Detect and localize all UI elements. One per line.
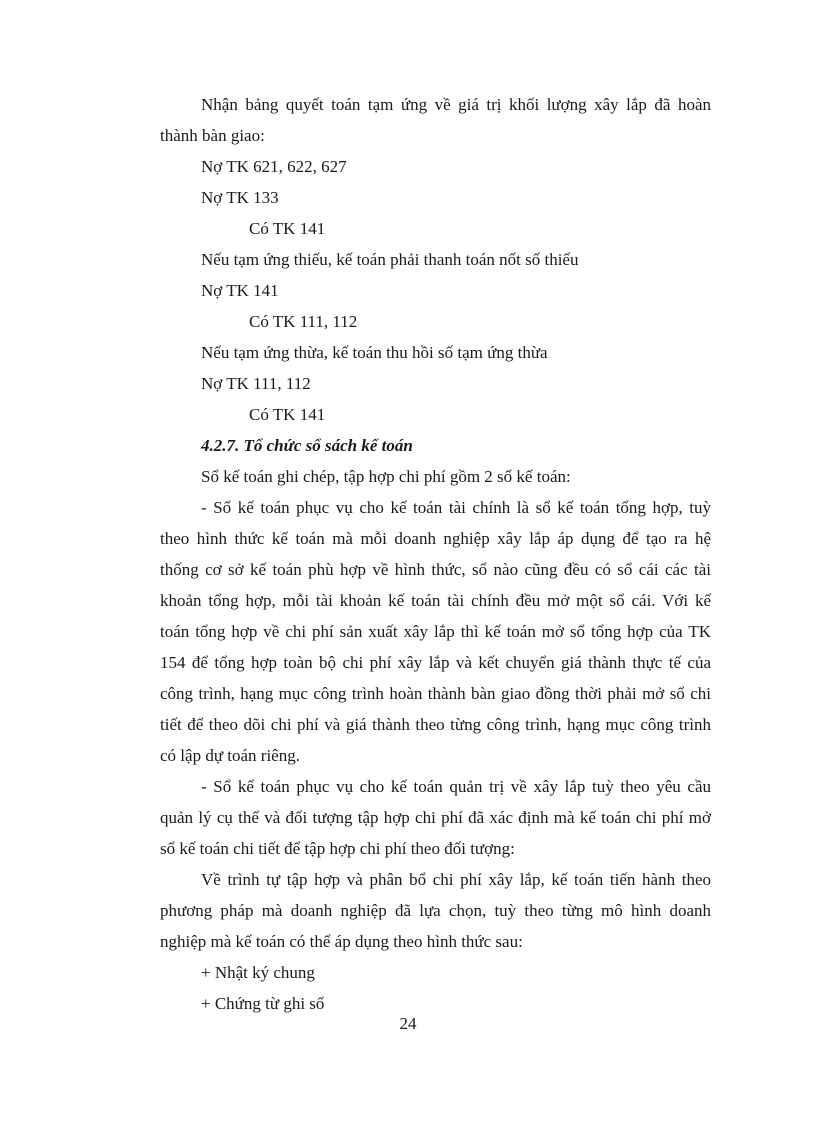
paragraph-line: Nhận bảng quyết toán tạm ứng về giá trị khối lượng xây lắp đã hoàn xyxy=(201,95,711,114)
paragraph-line: khoản tổng hợp, mỗi tài khoản kế toán tài chính đều mở một sổ cái. Với kế xyxy=(160,591,711,610)
paragraph-line: có lập dự toán riêng. xyxy=(160,746,300,765)
paragraph-line: tiết để theo dõi chi phí và giá thành theo từng công trình, hạng mục công trình xyxy=(160,715,711,734)
paragraph-line: toán tổng hợp về chi phí sản xuất xây lắp thì kế toán mở sổ tổng hợp của TK xyxy=(160,622,711,641)
paragraph-line: Nếu tạm ứng thiếu, kế toán phải thanh toán nốt số thiếu xyxy=(201,250,579,269)
entry-debit: Nợ TK 621, 622, 627 xyxy=(201,157,347,176)
paragraph-line: Sổ kế toán ghi chép, tập hợp chi phí gồm 2 sổ kế toán: xyxy=(201,467,571,486)
list-item: + Nhật ký chung xyxy=(201,963,315,982)
entry-credit: Có TK 141 xyxy=(249,405,326,424)
paragraph-line: Nếu tạm ứng thừa, kế toán thu hồi số tạm ứng thừa xyxy=(201,343,548,362)
paragraph-line: quản lý cụ thể và đối tượng tập hợp chi phí đã xác định mà kế toán chi phí mở xyxy=(160,808,711,827)
entry-debit: Nợ TK 133 xyxy=(201,188,279,207)
paragraph-line: thành bàn giao: xyxy=(160,126,265,145)
paragraph-line: phương pháp mà doanh nghiệp đã lựa chọn, tuỳ theo từng mô hình doanh xyxy=(160,901,711,920)
paragraph-line: - Sổ kế toán phục vụ cho kế toán tài chính là sổ kế toán tổng hợp, tuỳ xyxy=(201,498,711,517)
entry-credit: Có TK 141 xyxy=(249,219,326,238)
paragraph-line: theo hình thức kế toán mà mỗi doanh nghiệp xây lắp áp dụng để tạo ra hệ xyxy=(160,529,711,548)
paragraph-line: thống cơ sở kế toán phù hợp về hình thức, sổ nào cũng đều có sổ cái các tài xyxy=(160,560,711,579)
paragraph-line: 154 để tổng hợp toàn bộ chi phí xây lắp và kết chuyển giá thành thực tế của xyxy=(160,653,711,672)
entry-credit: Có TK 111, 112 xyxy=(249,312,358,331)
list-item: + Chứng từ ghi sổ xyxy=(201,994,325,1013)
page-number: 24 xyxy=(399,1014,417,1033)
paragraph-line: sổ kế toán chi tiết để tập hợp chi phí theo đối tượng: xyxy=(160,839,515,858)
paragraph-line: Về trình tự tập hợp và phân bổ chi phí xây lắp, kế toán tiến hành theo xyxy=(201,870,711,889)
paragraph-line: công trình, hạng mục công trình hoàn thành bàn giao đồng thời phải mở sổ chi xyxy=(160,684,711,703)
section-heading: 4.2.7. Tổ chức sổ sách kế toán xyxy=(201,436,413,455)
entry-debit: Nợ TK 141 xyxy=(201,281,279,300)
paragraph-line: nghiệp mà kế toán có thể áp dụng theo hình thức sau: xyxy=(160,932,523,951)
entry-debit: Nợ TK 111, 112 xyxy=(201,374,311,393)
paragraph-line: - Sổ kế toán phục vụ cho kế toán quản trị về xây lắp tuỳ theo yêu cầu xyxy=(201,777,711,796)
